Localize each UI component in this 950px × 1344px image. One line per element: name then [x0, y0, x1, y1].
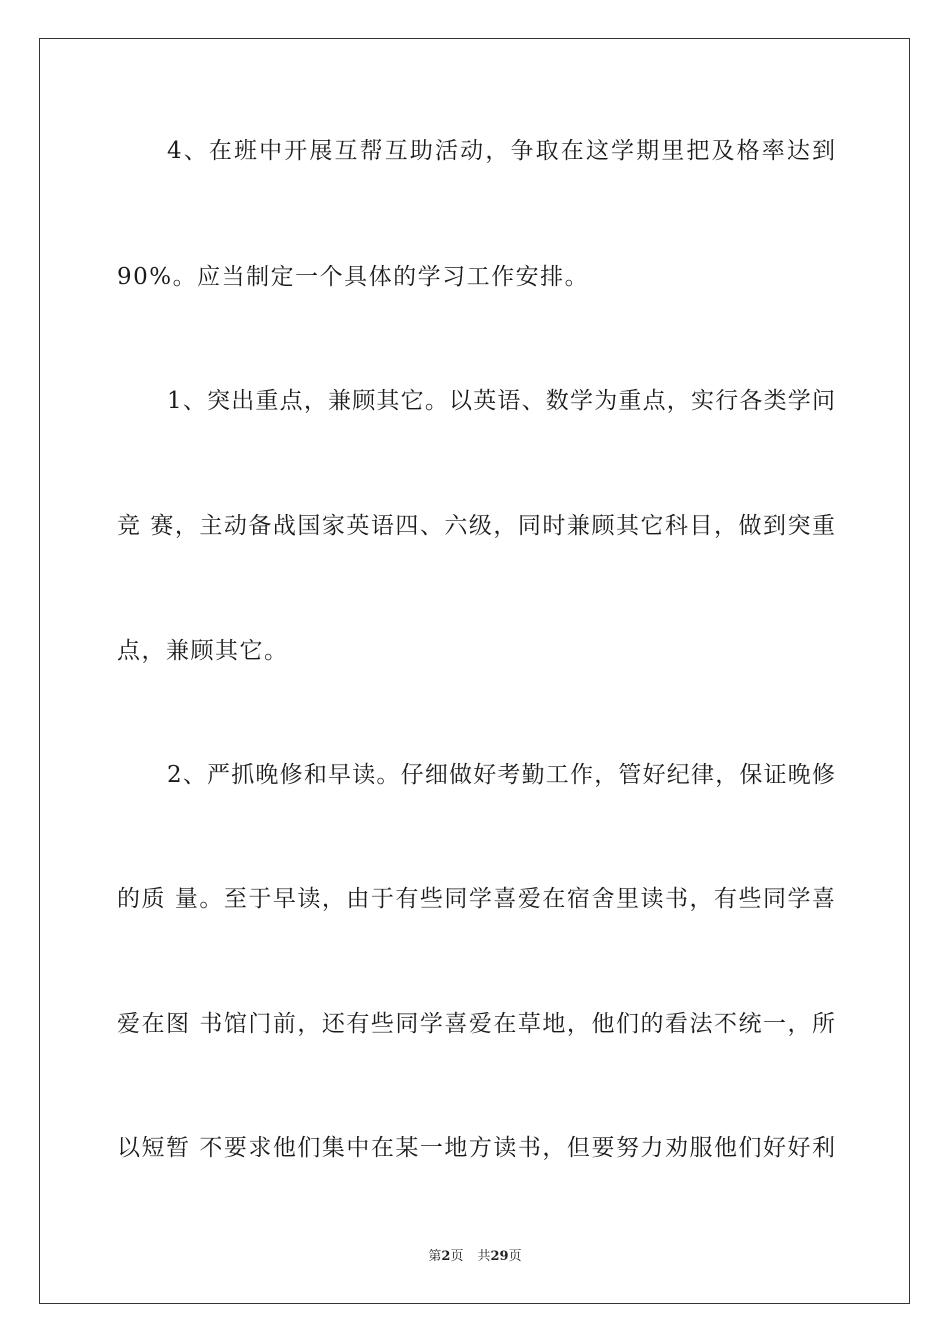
paragraph-line-3: 1、突出重点，兼顾其它。以英语、数学为重点，实行各类学问 [167, 388, 835, 414]
total-pages-number: 29 [490, 1249, 509, 1264]
current-page-number: 2 [441, 1249, 451, 1264]
paragraph-line-9: 以短暂 不要求他们集中在某一地方读书，但要努力劝服他们好好利 [117, 1135, 835, 1161]
footer-total-prefix: 共 [477, 1249, 491, 1264]
paragraph-line-2: 90%。应当制定一个具体的学习工作安排。 [117, 264, 590, 290]
page-footer [0, 1248, 950, 1266]
paragraph-line-6: 2、严抓晚修和早读。仔细做好考勤工作，管好纪律，保证晚修 [167, 762, 835, 788]
page-border [39, 38, 910, 1304]
paragraph-line-7: 的质 量。至于早读，由于有些同学喜爱在宿舍里读书，有些同学喜 [117, 886, 835, 912]
paragraph-line-8: 爱在图 书馆门前，还有些同学喜爱在草地，他们的看法不统一，所 [117, 1011, 835, 1037]
paragraph-line-1: 4、在班中开展互帮互助活动，争取在这学期里把及格率达到 [167, 138, 835, 164]
footer-total-unit: 页 [508, 1249, 522, 1264]
footer-page-unit: 页 [450, 1249, 464, 1264]
paragraph-line-5: 点，兼顾其它。 [117, 638, 289, 664]
footer-prefix: 第 [428, 1249, 442, 1264]
paragraph-line-4: 竞 赛，主动备战国家英语四、六级，同时兼顾其它科目，做到突重 [117, 513, 835, 539]
